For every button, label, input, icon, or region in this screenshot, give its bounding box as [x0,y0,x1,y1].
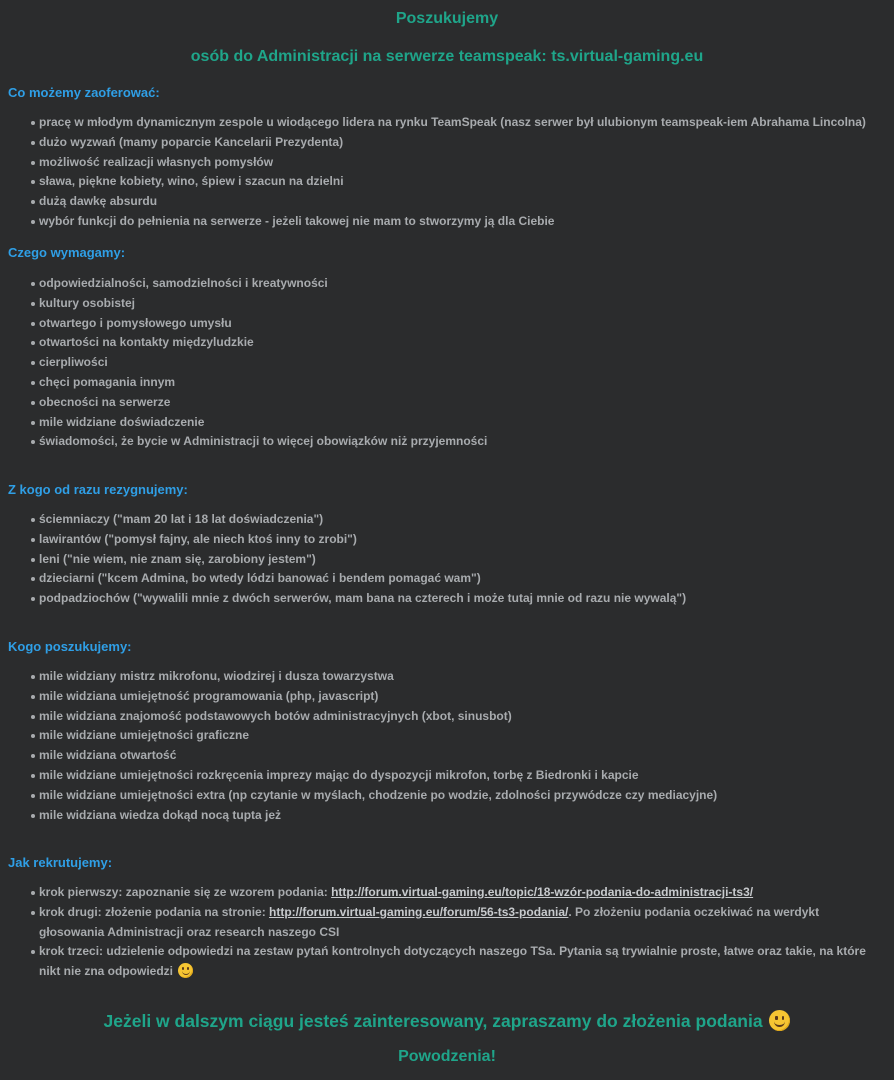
applications-link[interactable]: http://forum.virtual-gaming.eu/forum/56-ts3-podania/ [269,904,569,919]
list-item: mile widziana znajomość podstawowych botów administracyjnych (xbot, sinusbot) [39,707,894,727]
list-item: mile widziane doświadczenie [39,413,894,433]
template-link[interactable]: http://forum.virtual-gaming.eu/topic/18-wzór-podania-do-administracji-ts3/ [331,885,754,899]
recruit-list [0,883,894,982]
list-item: mile widziany mistrz mikrofonu, wiodzirej i dusza towarzystwa [39,667,894,687]
list-item: odpowiedzialności, samodzielności i kreatywności [39,274,894,294]
list-item: podpadziochów ("wywalili mnie z dwóch serwerów, mam bana na czterech i może tutaj mnie od razu nie wywalą") [39,589,894,609]
page-title: Poszukujemy [395,10,499,27]
smiley-face-icon [178,963,193,978]
list-item: kultury osobistej [39,294,894,314]
recruit-heading: Jak rekrutujemy: [8,855,113,870]
list-item: mile widziana umiejętność programowania (php, javascript) [39,687,894,707]
list-item: obecności na serwerze [39,393,894,413]
offer-heading: Co możemy zaoferować: [8,85,160,100]
requirements-list [0,274,894,452]
list-item: mile widziana otwartość [39,746,894,766]
smiley-face-icon [769,1010,790,1031]
step-text: krok drugi: złożenie podania na stronie: [39,904,270,919]
list-item: mile widziane umiejętności extra (np czytanie w myślach, chodzenie po wodzie, zdolności przywódcze czy mediacyjne) [39,786,894,806]
list-item: dużą dawkę absurdu [39,192,894,212]
list-item: leni ("nie wiem, nie znam się, zarobiony jestem") [39,550,894,570]
rejected-heading: Z kogo od razu rezygnujemy: [8,482,188,497]
step-text: . Po złożeniu podania oczekiwać na werdykt głosowania Administracji oraz research naszego CSI [39,904,820,939]
list-item: dużo wyzwań (mamy poparcie Kancelarii Prezydenta) [39,133,894,153]
list-item: ściemniaczy ("mam 20 lat i 18 lat doświadczenia") [39,510,894,530]
list-item: sława, piękne kobiety, wino, śpiew i szacun na dzielni [39,172,894,192]
list-item: pracę w młodym dynamicznym zespole u wiodącego lidera na rynku TeamSpeak (nasz serwer był ulubionym teamspeak-iem Abrahama Lincolna) [39,113,894,133]
wanted-list [0,667,894,825]
list-item: mile widziane umiejętności rozkręcenia imprezy mając do dyspozycji mikrofon, torbę z Biedronki i kapcie [39,766,894,786]
recruit-step-3 [39,942,894,982]
good-luck-text: Powodzenia! [398,1048,496,1065]
page-subtitle: osób do Administracji na serwerze teamspeak: ts.virtual-gaming.eu [190,48,704,65]
list-item: dzieciarni ("kcem Admina, bo wtedy lódzi banować i bendem pomagać wam") [39,569,894,589]
list-item: otwartego i pomysłowego umysłu [39,314,894,334]
step-text: krok trzeci: udzielenie odpowiedzi na zestaw pytań kontrolnych dotyczących naszego TSa. Pytania są trywialnie proste, łatwe oraz takie, na które nikt nie zna odpowiedzi [39,944,866,979]
step-text: krok pierwszy: zapoznanie się ze wzorem podania: [39,885,332,899]
recruit-step-1 [39,883,894,903]
offer-list [0,113,894,232]
list-item: mile widziane umiejętności graficzne [39,726,894,746]
wanted-heading: Kogo poszukujemy: [8,639,132,654]
list-item: mile widziana wiedza dokąd nocą tupta jeż [39,806,894,826]
rejected-list [0,510,894,609]
list-item: otwartości na kontakty międzyludzkie [39,333,894,353]
requirements-heading: Czego wymagamy: [8,245,126,260]
list-item: lawirantów ("pomysł fajny, ale niech ktoś inny to zrobi") [39,530,894,550]
list-item: cierpliwości [39,353,894,373]
recruit-step-2 [39,903,894,943]
list-item: chęci pomagania innym [39,373,894,393]
invite-text [0,1010,894,1032]
list-item: świadomości, że bycie w Administracji to więcej obowiązków niż przyjemności [39,432,894,452]
list-item: możliwość realizacji własnych pomysłów [39,153,894,173]
invite-label: Jeżeli w dalszym ciągu jesteś zainteresowany, zapraszamy do złożenia podania [103,1011,763,1031]
list-item: wybór funkcji do pełnienia na serwerze - jeżeli takowej nie mam to stworzymy ją dla Ciebie [39,212,894,232]
